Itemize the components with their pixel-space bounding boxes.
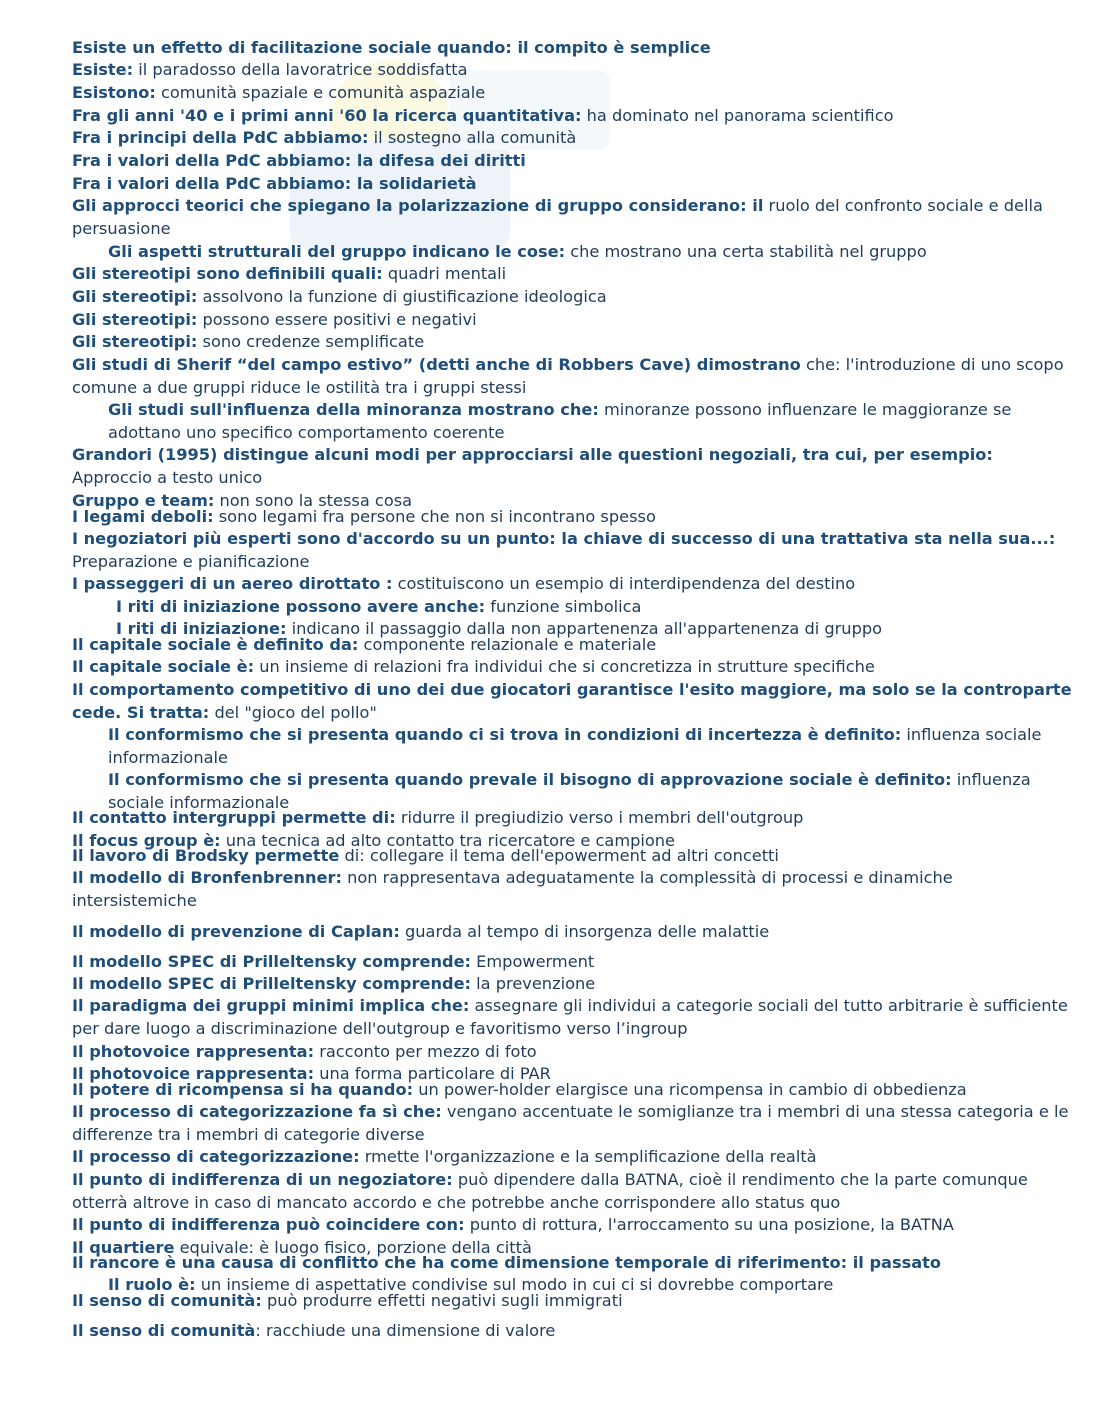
entry: Gruppo e team: non sono la stessa cosa [72,491,413,510]
entry: Gli studi sull'influenza della minoranza mostrano che: minoranze possono influenzare le maggioranze se adottano uno specifico comportamento coerente [108,400,1012,442]
entry: Gli stereotipi: assolvono la funzione di giustificazione ideologica [72,287,607,306]
entry: Gli aspetti strutturali del gruppo indicano le cose: che mostrano una certa stabilità nel gruppo [108,242,927,261]
entry: Il modello SPEC di Prilleltensky comprende: Empowerment [72,952,595,971]
entry: Il senso di comunità: può produrre effetti negativi sugli immigrati [72,1291,623,1310]
entry: I riti di iniziazione: indicano il passaggio dalla non appartenenza all'appartenenza di gruppo [116,619,883,638]
entry: Il senso di comunità: racchiude una dimensione di valore [72,1321,556,1340]
entry: Il punto di indifferenza può coincidere con: punto di rottura, l'arroccamento su una posizione, la BATNA [72,1215,954,1234]
entry: I passeggeri di un aereo dirottato : costituiscono un esempio di interdipendenza del destino [72,574,856,593]
entry: Il lavoro di Brodsky permette di: collegare il tema dell'epowerment ad altri concetti [72,846,779,865]
entry: Il paradigma dei gruppi minimi implica che: assegnare gli individui a categorie sociali del tutto arbitrarie è sufficiente per dare luogo a discriminazione dell'outgroup e favoritismo verso l’ingroup [72,996,1068,1038]
entry: Gli approcci teorici che spiegano la polarizzazione di gruppo considerano: il ruolo del confronto sociale e della persuasione [72,196,1043,238]
entry: Il conformismo che si presenta quando ci si trova in condizioni di incertezza è definito: influenza sociale informazionale [108,725,1042,767]
entry: Esiste: il paradosso della lavoratrice soddisfatta [72,60,468,79]
entry: Fra i valori della PdC abbiamo: la difesa dei diritti [72,151,526,170]
entry: Gli studi di Sherif “del campo estivo” (detti anche di Robbers Cave) dimostrano che: l'introduzione di uno scopo comune a due gruppi riduce le ostilità tra i gruppi stessi [72,355,1064,397]
entry: I negoziatori più esperti sono d'accordo su un punto: la chiave di successo di una trattativa sta nella sua...: Preparazione e pianificazione [72,529,1056,571]
entry: Il processo di categorizzazione fa sì che: vengano accentuate le somiglianze tra i membri di una stessa categoria e le differenze tra i membri di categorie diverse [72,1102,1069,1144]
entry: Fra i valori della PdC abbiamo: la solidarietà [72,174,477,193]
entry: Esiste un effetto di facilitazione sociale quando: il compito è semplice [72,38,711,57]
entry: Il ruolo è: un insieme di aspettative condivise sul modo in cui ci si dovrebbe comportare [108,1275,834,1294]
entry: Il quartiere equivale: è luogo fisico, porzione della città [72,1238,532,1257]
entry: Il punto di indifferenza di un negoziatore: può dipendere dalla BATNA, cioè il rendimento che la parte comunque otterrà altrove in caso di mancato accordo e che potrebbe anche corrispondere allo status quo [72,1170,1028,1212]
entry: Il contatto intergruppi permette di: ridurre il pregiudizio verso i membri dell'outgroup [72,808,804,827]
entry: Il photovoice rappresenta: racconto per mezzo di foto [72,1042,537,1061]
entry: Il processo di categorizzazione: rmette l'organizzazione e la semplificazione della realtà [72,1147,817,1166]
entry: Fra i principi della PdC abbiamo: il sostegno alla comunità [72,128,577,147]
entry: Grandori (1995) distingue alcuni modi per approcciarsi alle questioni negoziali, tra cui, per esempio: Approccio a testo unico [72,445,993,487]
entry: Fra gli anni '40 e i primi anni '60 la ricerca quantitativa: ha dominato nel panorama scientifico [72,106,894,125]
entry: Il capitale sociale è: un insieme di relazioni fra individui che si concretizza in strutture specifiche [72,657,875,676]
entry: Il modello di Bronfenbrenner: non rappresentava adeguatamente la complessità di processi e dinamiche intersistemiche [72,868,953,910]
entry: Il modello di prevenzione di Caplan: guarda al tempo di insorgenza delle malattie [72,922,770,941]
entry: Il potere di ricompensa si ha quando: un power-holder elargisce una ricompensa in cambio di obbedienza [72,1080,967,1099]
entry: Il modello SPEC di Prilleltensky comprende: la prevenzione [72,974,596,993]
entry: Il photovoice rappresenta: una forma particolare di PAR [72,1064,551,1083]
entry: I riti di iniziazione possono avere anche: funzione simbolica [116,597,642,616]
entry: Gli stereotipi sono definibili quali: quadri mentali [72,264,507,283]
entry: Il focus group è: una tecnica ad alto contatto tra ricercatore e campione [72,831,675,850]
entry: Esistono: comunità spaziale e comunità aspaziale [72,83,486,102]
entry: I legami deboli: sono legami fra persone che non si incontrano spesso [72,507,656,526]
entry: Gli stereotipi: possono essere positivi e negativi [72,310,477,329]
entry: Il rancore è una causa di conflitto che ha come dimensione temporale di riferimento: il passato [72,1253,942,1272]
entry: Gli stereotipi: sono credenze semplificate [72,332,425,351]
entry: Il capitale sociale è definito da: componente relazionale e materiale [72,635,657,654]
entry: Il conformismo che si presenta quando prevale il bisogno di approvazione sociale è definito: influenza sociale informazionale [108,770,1031,812]
entry: Il comportamento competitivo di uno dei due giocatori garantisce l'esito maggiore, ma solo se la controparte cede. Si tratta: del "gioco del pollo" [72,680,1072,722]
